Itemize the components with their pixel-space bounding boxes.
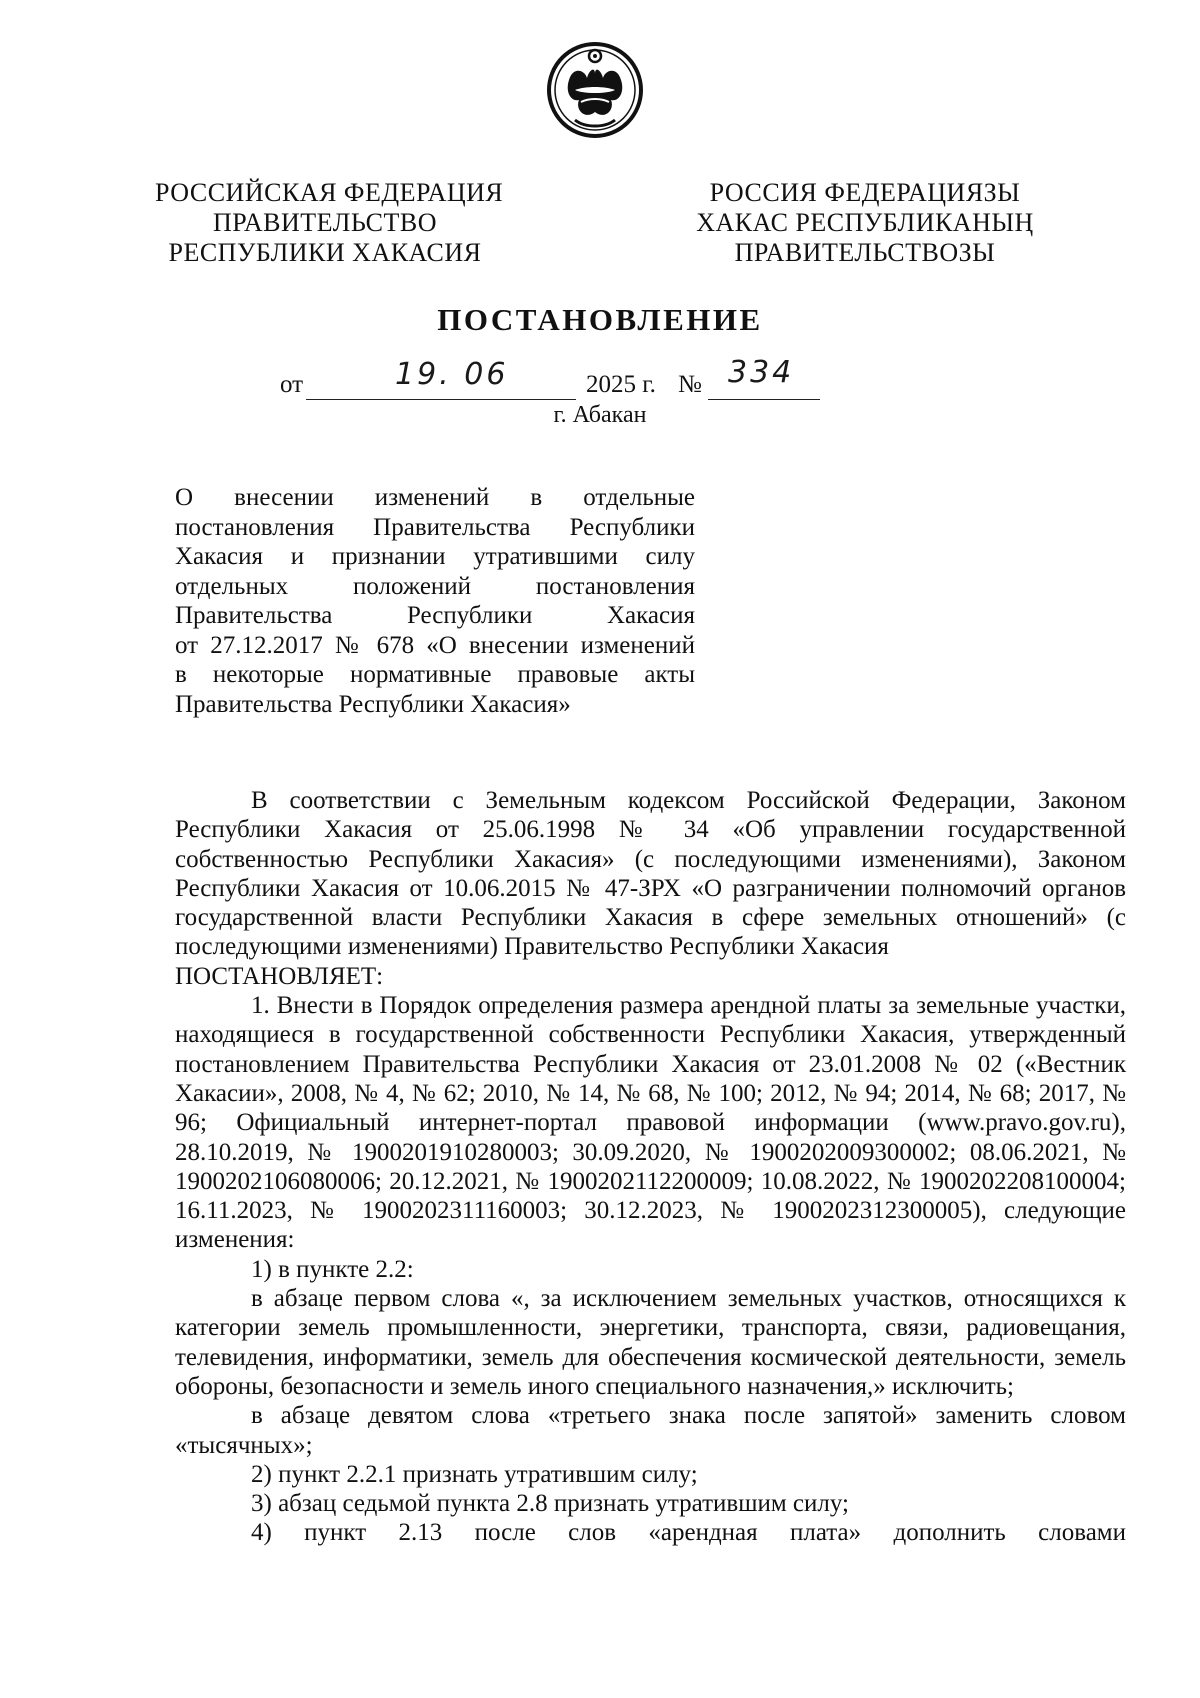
subject-line: Хакасия и признании утратившими силу <box>175 543 695 570</box>
number-label: № <box>678 371 702 398</box>
handwritten-number: 334 <box>728 355 795 390</box>
subject-line: в некоторые нормативные правовые акты <box>175 661 695 688</box>
subitem-4: 4) пункт 2.13 после слов «арендная плата» дополнить словами <box>251 1519 1126 1547</box>
item-1-paragraph: 1. Внести в Порядок определения размера арендной платы за земельные участки, находящиеся в государственной собственности Республики Хакасия, утвержденный постановлением Правительства Республики Хакасия от 23.01.2008 № 02 («Вестник Хакасии», 2008, № 4, № 62; 2010, № 14, № 68, № 100; 2012, № 94; 2014, № 68; 2017, № 96; Официальный интернет-портал правовой информации (www.pravo.gov.ru), 28.10.2019, № 1900201910280003; 30.09.2020, № 1900202009300002; 08.06.2021, № 1900202106080006; 20.12.2021, № 1900202112200009; 10.08.2022, № 1900202208100004; 16.11.2023, № 1900202311160003; 30.12.2023, № 1900202312300005), следующие изменения: <box>175 992 1126 1254</box>
document-title: ПОСТАНОВЛЕНИЕ <box>437 302 763 337</box>
subitem-1: 1) в пункте 2.2: <box>251 1255 414 1283</box>
coat-of-arms-emblem <box>545 40 645 140</box>
handwritten-date: 19. 06 <box>395 357 509 392</box>
header-line: ПРАВИТЕЛЬСТВОЗЫ <box>734 238 996 267</box>
from-label: от <box>280 371 304 398</box>
header-line: ХАКАС РЕСПУБЛИКАНЫҢ <box>696 208 1034 237</box>
preamble-paragraph: В соответствии с Земельным кодексом Российской Федерации, Законом Республики Хакасия от 25.06.1998 № 34 «Об управлении государственной собственностью Республики Хакасия» (с последующими изменениями), Законом Республики Хакасия от 10.06.2015 № 47-ЗРХ «О разграничении полномочий органов государственной власти Республики Хакасия в сфере земельных отношений» (с последующими изменениями) Правительство Республики Хакасия <box>175 787 1126 961</box>
header-russian <box>155 178 504 268</box>
subject-line: постановления Правительства Республики <box>175 513 695 541</box>
date-line <box>0 355 1200 405</box>
decree-word: ПОСТАНОВЛЯЕТ: <box>175 962 384 990</box>
subitem-2: 2) пункт 2.2.1 признать утратившим силу; <box>251 1460 698 1488</box>
subject-line: отдельных положений постановления <box>175 572 695 600</box>
subitem-1b: в абзаце девятом слова «третьего знака после запятой» заменить словом «тысячных»; <box>175 1402 1126 1459</box>
city-label: г. Абакан <box>553 402 647 428</box>
year-label: 2025 г. <box>586 371 656 398</box>
subitem-1a: в абзаце первом слова «, за исключением земельных участков, относящихся к категории земель промышленности, энергетики, транспорта, связи, радиовещания, телевидения, информатики, земель для обеспечения космической деятельности, земель обороны, безопасности и земель иного специального назначения,» исключить; <box>175 1285 1126 1400</box>
subject-line: Правительства Республики Хакасия <box>175 602 695 629</box>
header-line: ПРАВИТЕЛЬСТВО <box>213 208 437 237</box>
header-line: РОССИЙСКАЯ ФЕДЕРАЦИЯ <box>155 178 504 207</box>
header-line: РОССИЯ ФЕДЕРАЦИЯЗЫ <box>709 178 1021 207</box>
header-khakas <box>690 178 1040 268</box>
subject-line: Правительства Республики Хакасия» <box>175 690 571 718</box>
document-subject <box>175 483 695 719</box>
document-body <box>175 786 1126 1548</box>
subject-line: О внесении изменений в отдельные <box>175 484 695 511</box>
subject-line: от 27.12.2017 № 678 «О внесении изменений <box>175 631 695 659</box>
header-line: РЕСПУБЛИКИ ХАКАСИЯ <box>168 238 482 267</box>
subitem-3: 3) абзац седьмой пункта 2.8 признать утратившим силу; <box>251 1490 849 1518</box>
